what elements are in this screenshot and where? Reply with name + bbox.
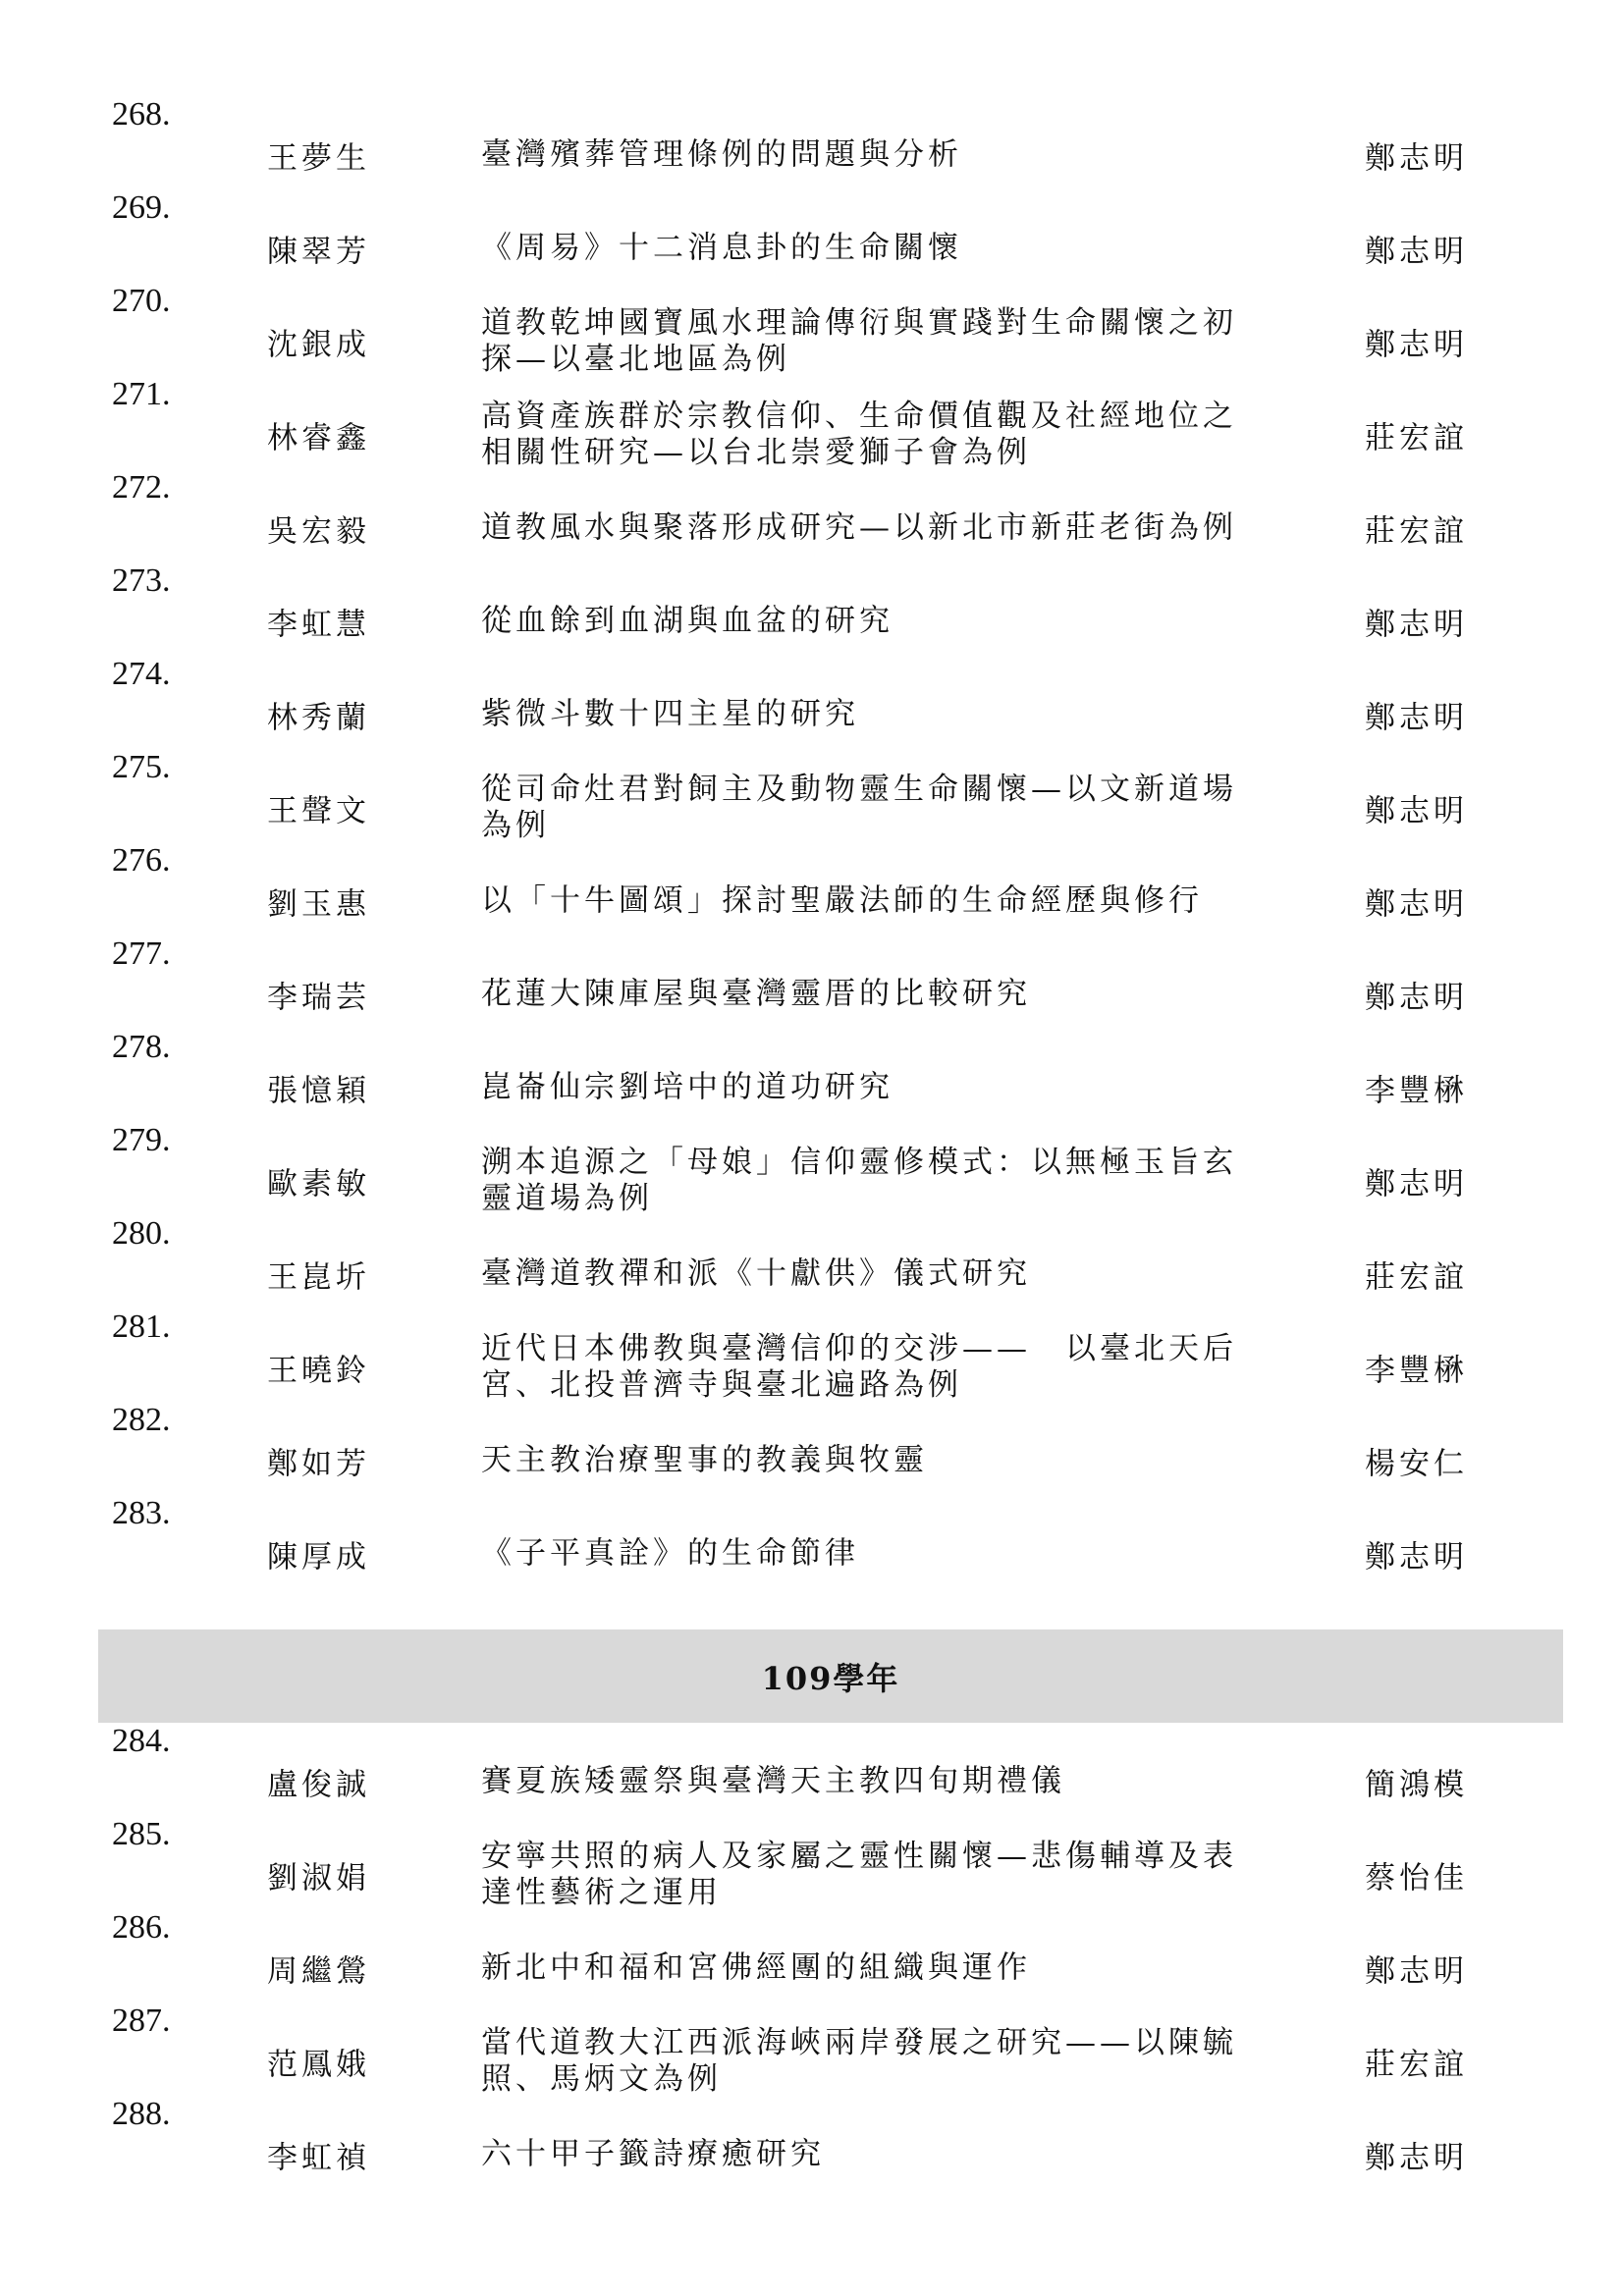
advisor-name: 鄭志明: [1365, 327, 1468, 362]
advisor-name: 鄭志明: [1365, 234, 1468, 269]
thesis-title: 《周易》十二消息卦的生命關懷: [481, 230, 962, 265]
thesis-title: 臺灣道教禪和派《十獻供》儀式研究: [481, 1255, 1031, 1291]
student-name: 張憶穎: [267, 1073, 370, 1108]
table-row: [98, 1723, 1551, 1816]
advisor-name: 李豐楙: [1365, 1353, 1468, 1388]
table-row: [98, 1122, 1551, 1215]
table-row: [98, 283, 1551, 376]
table-row: [98, 376, 1551, 469]
table-row: [98, 189, 1551, 283]
advisor-name: 鄭志明: [1365, 886, 1468, 922]
table-row: [98, 935, 1551, 1029]
student-name: 歐素敏: [267, 1166, 370, 1201]
advisor-name: 鄭志明: [1365, 140, 1468, 176]
table-row: [98, 2096, 1551, 2189]
advisor-name: 莊宏誼: [1365, 513, 1468, 549]
thesis-title: 溯本追源之「母娘」信仰靈修模式：以無極玉旨玄靈道場為例: [481, 1144, 1237, 1216]
student-name: 王曉鈴: [267, 1353, 370, 1388]
thesis-title: 六十甲子籤詩療癒研究: [481, 2136, 825, 2171]
thesis-title: 道教乾坤國寶風水理論傳衍與實踐對生命關懷之初探—以臺北地區為例: [481, 304, 1237, 377]
advisor-name: 鄭志明: [1365, 1539, 1468, 1575]
table-row: [98, 1029, 1551, 1122]
entry-number: 276.: [112, 842, 171, 879]
entry-number: 275.: [112, 749, 171, 785]
thesis-title: 道教風水與聚落形成研究—以新北市新莊老街為例: [481, 509, 1237, 545]
student-name: 林秀蘭: [267, 700, 370, 735]
student-name: 鄭如芳: [267, 1446, 370, 1481]
advisor-name: 鄭志明: [1365, 793, 1468, 828]
advisor-name: 鄭志明: [1365, 2140, 1468, 2175]
entry-number: 280.: [112, 1215, 171, 1252]
advisor-name: 蔡怡佳: [1365, 1860, 1468, 1896]
entry-number: 268.: [112, 96, 171, 133]
entry-number: 279.: [112, 1122, 171, 1158]
student-name: 王崑圻: [267, 1259, 370, 1295]
thesis-title: 高資產族群於宗教信仰、生命價值觀及社經地位之相關性研究—以台北崇愛獅子會為例: [481, 398, 1237, 470]
academic-year-header: [98, 1629, 1563, 1723]
table-row: [98, 1308, 1551, 1402]
entry-number: 272.: [112, 469, 171, 506]
advisor-name: 莊宏誼: [1365, 1259, 1468, 1295]
thesis-title: 安寧共照的病人及家屬之靈性關懷—悲傷輔導及表達性藝術之運用: [481, 1838, 1237, 1910]
table-row: [98, 2002, 1551, 2096]
entry-number: 286.: [112, 1909, 171, 1946]
thesis-title: 紫微斗數十四主星的研究: [481, 696, 859, 731]
entry-number: 277.: [112, 935, 171, 972]
student-name: 范鳳娥: [267, 2047, 370, 2082]
thesis-title: 當代道教大江西派海峽兩岸發展之研究——以陳毓照、馬炳文為例: [481, 2024, 1237, 2097]
table-row: [98, 1402, 1551, 1495]
table-row: [98, 842, 1551, 935]
student-name: 李虹慧: [267, 607, 370, 642]
entry-number: 284.: [112, 1723, 171, 1759]
advisor-name: 莊宏誼: [1365, 2047, 1468, 2082]
thesis-title: 花蓮大陳庫屋與臺灣靈厝的比較研究: [481, 976, 1031, 1011]
student-name: 劉玉惠: [267, 886, 370, 922]
entry-number: 269.: [112, 189, 171, 226]
student-name: 王聲文: [267, 793, 370, 828]
student-name: 陳翠芳: [267, 234, 370, 269]
thesis-title: 賽夏族矮靈祭與臺灣天主教四旬期禮儀: [481, 1763, 1065, 1798]
advisor-name: 鄭志明: [1365, 700, 1468, 735]
entry-number: 287.: [112, 2002, 171, 2039]
entry-number: 270.: [112, 283, 171, 319]
thesis-title: 從司命灶君對飼主及動物靈生命關懷—以文新道場為例: [481, 771, 1237, 843]
table-row: [98, 1909, 1551, 2002]
student-name: 沈銀成: [267, 327, 370, 362]
entry-number: 285.: [112, 1816, 171, 1852]
thesis-title: 新北中和福和宮佛經團的組織與運作: [481, 1949, 1031, 1985]
entry-number: 288.: [112, 2096, 171, 2132]
entry-number: 273.: [112, 562, 171, 599]
table-row: [98, 469, 1551, 562]
academic-year-label: 109學年: [761, 1659, 900, 1697]
thesis-title: 《子平真詮》的生命節律: [481, 1535, 859, 1571]
student-name: 李虹禎: [267, 2140, 370, 2175]
advisor-name: 簡鴻模: [1365, 1767, 1468, 1802]
entry-number: 274.: [112, 656, 171, 692]
table-row: [98, 1215, 1551, 1308]
entry-number: 271.: [112, 376, 171, 412]
table-row: [98, 96, 1551, 189]
table-row: [98, 562, 1551, 656]
thesis-title: 天主教治療聖事的教義與牧靈: [481, 1442, 928, 1477]
advisor-name: 楊安仁: [1365, 1446, 1468, 1481]
entry-number: 281.: [112, 1308, 171, 1345]
student-name: 吳宏毅: [267, 513, 370, 549]
thesis-title: 近代日本佛教與臺灣信仰的交涉—— 以臺北天后宮、北投普濟寺與臺北遍路為例: [481, 1330, 1237, 1403]
advisor-name: 莊宏誼: [1365, 420, 1468, 455]
advisor-name: 鄭志明: [1365, 980, 1468, 1015]
thesis-title: 臺灣殯葬管理條例的問題與分析: [481, 136, 962, 172]
student-name: 劉淑娟: [267, 1860, 370, 1896]
student-name: 林睿鑫: [267, 420, 370, 455]
advisor-name: 李豐楙: [1365, 1073, 1468, 1108]
thesis-title: 從血餘到血湖與血盆的研究: [481, 603, 893, 638]
student-name: 周繼鶯: [267, 1953, 370, 1989]
advisor-name: 鄭志明: [1365, 1166, 1468, 1201]
entry-number: 283.: [112, 1495, 171, 1531]
advisor-name: 鄭志明: [1365, 607, 1468, 642]
thesis-title: 以「十牛圖頌」探討聖嚴法師的生命經歷與修行: [481, 882, 1203, 918]
student-name: 李瑞芸: [267, 980, 370, 1015]
table-row: [98, 1816, 1551, 1909]
table-row: [98, 1495, 1551, 1588]
entry-number: 282.: [112, 1402, 171, 1438]
student-name: 王夢生: [267, 140, 370, 176]
thesis-title: 崑崙仙宗劉培中的道功研究: [481, 1069, 893, 1104]
student-name: 陳厚成: [267, 1539, 370, 1575]
advisor-name: 鄭志明: [1365, 1953, 1468, 1989]
table-row: [98, 749, 1551, 842]
student-name: 盧俊誠: [267, 1767, 370, 1802]
entry-number: 278.: [112, 1029, 171, 1065]
table-row: [98, 656, 1551, 749]
